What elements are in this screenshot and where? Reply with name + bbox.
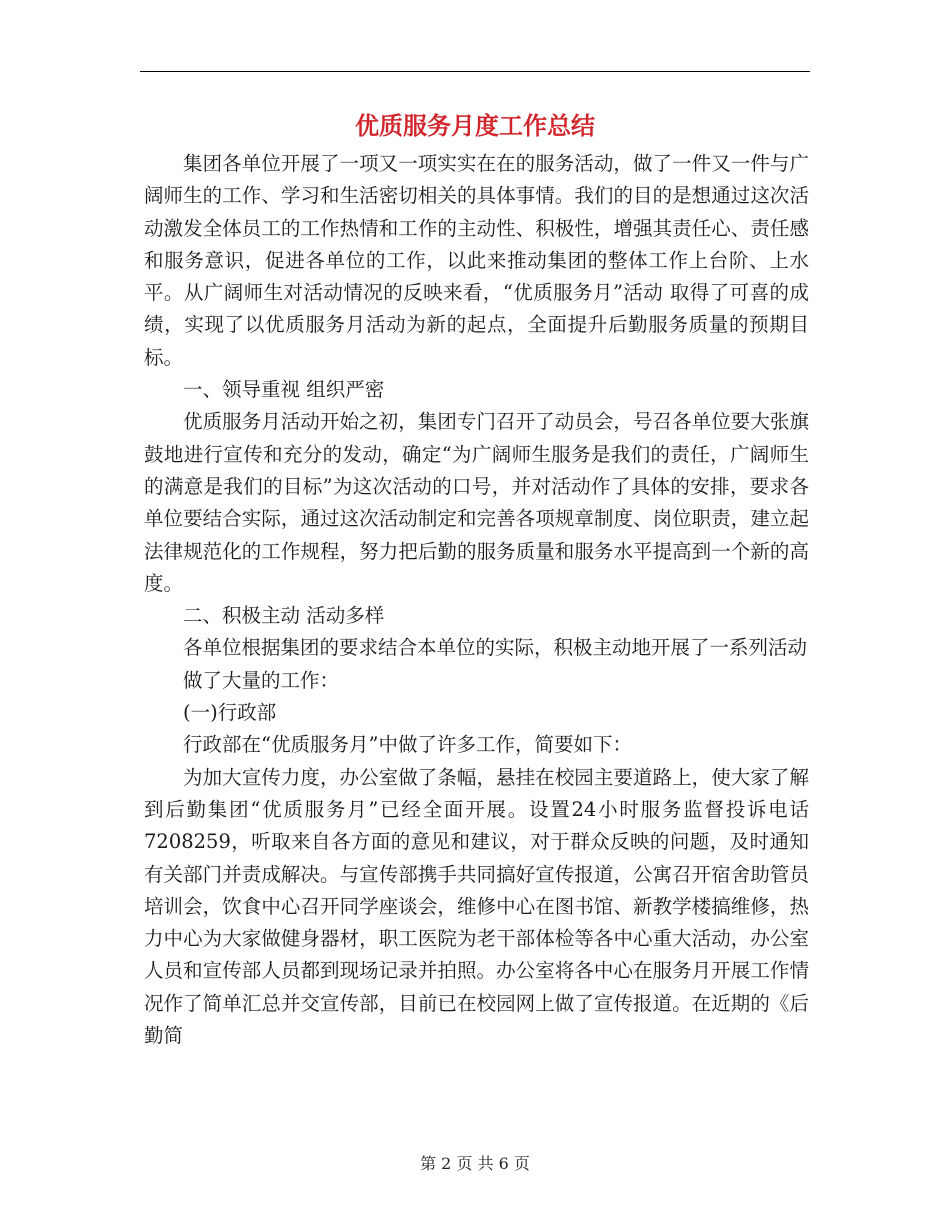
page-footer: 第 2 页 共 6 页	[420, 1154, 530, 1173]
paragraph-admin-intro: 行政部在“优质服务月”中做了许多工作，简要如下：	[183, 733, 632, 757]
paragraph-intro: 集团各单位开展了一项又一项实实在在的服务活动，做了一件又一件与广阔师生的工作、学习和生活密切相关的具体事情。我们的目的是想通过这次活动激发全体员工的工作热情和工作的主动性、积极性，增强其责任心、责任感和服务意识，促进各单位的工作，以此来推动集团的整体工作上台阶、上水平。从广阔师生对活动情况的反映来看，“优质服务月”活动 取得了可喜的成绩，实现了以优质服务月活动为新的起点，全面提升后勤服务质量的预期目标。	[144, 152, 809, 369]
document-title: 优质服务月度工作总结	[355, 111, 595, 140]
paragraph-admin-detail: 为加大宣传力度，办公室做了条幅，悬挂在校园主要道路上，使大家了解到后勤集团“优质服务月”已经全面开展。设置24小时服务监督投诉电话7208259，听取来自各方面的意见和建议，对于群众反映的问题，及时通知有关部门并责成解决。与宣传部携手共同搞好宣传报道，公寓召开宿舍助管员培训会，饮食中心召开同学座谈会，维修中心在图书馆、新教学楼搞维修，热力中心为大家做健身器材，职工医院为老干部体检等各中心重大活动，办公室人员和宣传部人员都到现场记录并拍照。办公室将各中心在服务月开展工作情况作了简单汇总并交宣传部，目前已在校园网上做了宣传报道。在近期的《后勤简	[144, 765, 809, 1048]
subsection-heading-admin: (一)行政部	[183, 701, 277, 725]
paragraph-section-1: 优质服务月活动开始之初，集团专门召开了动员会，号召各单位要大张旗鼓地进行宣传和充分的发动，确定“为广阔师生服务是我们的责任，广阔师生的满意是我们的目标”为这次活动的口号，并对活动作了具体的安排，要求各单位要结合实际，通过这次活动制定和完善各项规章制度、岗位职责，建立起法律规范化的工作规程，努力把后勤的服务质量和服务水平提高到一个新的高度。	[144, 410, 809, 595]
section-heading-2: 二、积极主动 活动多样	[183, 604, 385, 628]
section-heading-1: 一、领导重视 组织严密	[183, 378, 385, 402]
header-rule	[140, 71, 810, 72]
paragraph-work-done: 做了大量的工作：	[183, 668, 340, 692]
paragraph-section-2: 各单位根据集团的要求结合本单位的实际，积极主动地开展了一系列活动	[183, 636, 808, 660]
document-body	[144, 148, 809, 1052]
